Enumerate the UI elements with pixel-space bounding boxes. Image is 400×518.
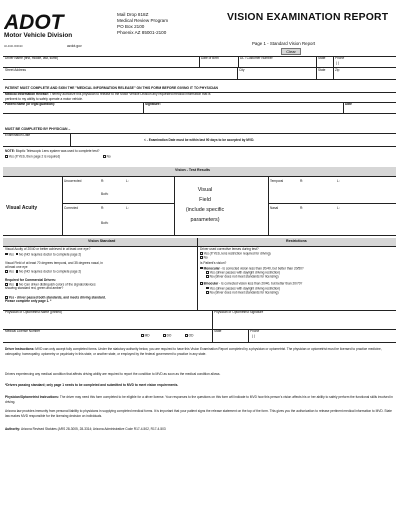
exam-date-note: < - Examination Date must be within last 90 days to be accepted by MVD. [144,138,255,142]
temporal-left-field[interactable]: L: [337,179,340,183]
standards-bar [3,238,396,246]
license-state-field[interactable]: State [214,329,222,333]
address-line: Mail Drop 818Z [117,12,149,17]
pass-label: Yes - driver passed both standards, and meets driving standard. [8,295,106,300]
note-label: NOTE: [5,149,15,153]
mono-no-label: No (driver does not meet standards for licensing) [209,274,279,279]
release-heading: PATIENT MUST COMPLETE AND SIGN THE "MEDICAL INFORMATION RELEASE" ON THIS FORM BEFORE GIVING IT TO PHYSICIAN [5,86,218,90]
divider [268,176,269,235]
vision-type-question: Is Patient's vision? [200,261,227,265]
divider [3,102,396,103]
bioptic-no-option[interactable] [103,155,111,159]
uncorrected-both-field[interactable]: Both: [101,192,109,196]
degree-od-option [185,334,193,338]
restrictions-title: Restrictions [286,239,307,243]
exam-date-field[interactable]: Examination Date [5,133,31,137]
divider [143,102,144,113]
divider [3,310,396,311]
vf-line: Visual [197,187,213,193]
vf-line: Field [199,197,211,203]
page-subtitle: Page 1 - Standard Vision Report [252,41,316,46]
address-line: PO Box 2100 [117,24,145,29]
divider [333,56,334,79]
lenses-yes-label: Yes (If YES, lens restriction required for driving) [203,251,271,256]
driver-name-field[interactable]: Driver Name (first, middle, last, suffix) [5,56,59,60]
acuity-no-checkbox[interactable] [16,253,19,256]
divider [248,329,249,342]
mailing-address [117,12,168,36]
temporal-right-field[interactable]: R: [300,179,304,183]
dl-number-field[interactable]: DL / Customer Number [240,56,273,60]
field-question: Visual Field of at least 70 degrees temporal, and 35 degrees nasal, in [5,261,103,265]
field-no-label: No (NO requires doctor to complete page 2) [19,269,82,274]
release-date-field[interactable]: Date [345,102,352,106]
bioptic-yes-option[interactable] [5,155,60,159]
address-line: Phoenix AZ 85001-2100 [117,30,167,35]
divider [3,146,396,147]
divider [3,329,396,330]
phone-paren: ( ) [336,60,340,65]
mono-no-option [206,275,279,279]
nasal-left-field[interactable]: L: [337,206,340,210]
monocular-checkbox[interactable] [200,267,203,270]
physician-name-field[interactable]: Physician or Optometrist Name (printed) [5,310,62,314]
binocular-checkbox[interactable] [200,282,203,285]
divider [62,176,63,235]
phone-field[interactable]: Phone [335,56,345,60]
uncorrected-right-field[interactable]: R: [101,179,105,183]
bioptic-yes-label: Yes (If YES, then page 2 is required) [8,154,61,159]
lenses-no-checkbox[interactable] [200,256,203,259]
bioptic-yes-checkbox[interactable] [5,155,8,158]
corrected-label: Corrected [64,206,78,210]
visual-acuity-label: Visual Acuity [6,205,38,211]
binocular-label: Binocular [203,281,219,286]
website: azdot.gov [67,44,82,48]
degree-do-option [163,334,171,338]
uncorrected-label: Uncorrected [64,179,82,183]
od-label: OD [188,333,194,338]
lenses-question: Driver used corrective lenses during test? [200,247,259,251]
arizona-law-note: Arizona law provides immunity from personal liability to physicians in supplying completed medical forms. It is important that your patient signs the release statement on the top of the form. This gives you the authorization to release pertinent medical information to MVD. State law makes MVD responsible for the licensing decision on individuals. [5,409,392,418]
passing-note: *Drivers passing standard; only page 1 needs to be completed and submitted to MVD to meet vision requirements. [5,383,179,387]
city-field[interactable]: City [239,68,245,72]
temporal-label: Temporal [270,179,284,183]
physician-phone-field[interactable]: Phone [250,329,260,333]
lenses-no-option [200,256,208,260]
authority-note [5,427,395,432]
nasal-label: Nasal [270,206,279,210]
patient-signature-field[interactable]: Signature: [145,102,161,106]
state-field[interactable]: State [318,56,326,60]
vf-line: parameters) [190,217,220,223]
division-name: Motor Vehicle Division [4,32,73,39]
divider [238,56,239,67]
divider [3,235,396,236]
physician-signature-field[interactable]: Physician or Optometrist Signature [214,310,264,314]
driver-instructions-text: MVD can only accept fully completed forms. Under the statutory authority below, you are required to have this Vision Examination Report completed by a physician or optometrist. The physician or optometrist must be licensed to practice medicine, osteopathy, homeopathy, optometry or psychiatry in this state, or another state, or employed by the federal government to practice in any state. [5,347,382,356]
vf-line: (include specific [185,207,225,213]
acuity-no-label: No (NO requires doctor to complete page 2) [19,251,82,256]
acuity-yes-checkbox[interactable] [5,253,8,256]
field-yes-checkbox[interactable] [5,270,8,273]
divider [62,203,174,204]
divider [237,67,238,79]
condition-note: Drivers experiencing any medical condition that affects driving ability are required to report the condition to MVD as soon as the medical condition allows. [5,372,221,376]
divider [3,342,396,343]
pass-note: Please complete only page 1. * [5,299,52,303]
commercial-heading: Required for Commercial Drivers: [5,278,57,282]
release-text-body: I hereby authorize this physician to release to the Motor Vehicle Division any requested medical information that is [49,92,211,96]
corrected-left-field[interactable]: L: [126,206,129,210]
bino-no-label: No (driver does not meet standards for licensing) [209,290,279,295]
divider [316,56,317,79]
adot-logo-text: ADOT [4,13,64,31]
clear-button[interactable]: Clear [281,48,301,55]
visual-field-label [175,185,235,225]
mono-yes-label: Yes (driver passes with daylight driving restriction) [209,270,281,275]
nasal-right-field[interactable]: R: [300,206,304,210]
commercial-question: showing standard red, green and amber? [5,286,64,290]
vision-standard-title: Vision Standard [88,239,116,243]
commercial-no-label: No Can driver distinguish colors of the signals/devices [19,282,96,287]
commercial-yes-label: Yes [8,282,14,287]
field-question-2: at least one eye [5,265,28,269]
binocular-text: - Is corrected vision less than 20/40, but better than 20/70? [218,281,303,286]
do-checkbox[interactable] [163,334,166,337]
divider [212,310,213,342]
zip-field[interactable]: Zip [335,68,340,72]
street-address-field[interactable]: Street Address [5,68,26,72]
physician-heading: MUST BE COMPLETED BY PHYSICIAN – [5,127,71,131]
note-text: Bioptic Telescopic Lens system was used to complete test? [14,149,100,153]
divider [70,133,71,146]
page-title: VISION EXAMINATION REPORT [227,12,389,23]
release-text-bold: Medical Information Release: [5,92,50,96]
lenses-yes-checkbox[interactable] [200,252,203,255]
release-text-line2: pertinent to my ability to safely operate a motor vehicle. [5,96,83,101]
bino-yes-checkbox[interactable] [206,287,209,290]
divider [199,56,200,67]
bino-no-option [206,291,279,295]
bino-yes-label: Yes (driver passes with daylight driving restriction) [209,285,281,290]
physician-instructions-label: Physician/Optometrist Instructions: [5,395,60,399]
divider [268,203,396,204]
monocular-text: - Is corrected vision less than 20/40, but better than 20/50? [219,265,304,270]
license-number-field[interactable]: Medical License Number [5,329,41,333]
patient-name-field[interactable]: Patient Name (or legal guardian): [5,102,55,106]
bioptic-no-checkbox[interactable] [103,155,106,158]
dob-field[interactable]: Date of Birth [201,56,219,60]
state-field[interactable]: State [318,68,326,72]
bino-no-checkbox[interactable] [206,291,209,294]
od-checkbox[interactable] [185,334,188,337]
divider [197,238,198,310]
address-line: Medical Review Program [117,18,169,23]
driver-instructions-label: Driver Instructions: [5,347,35,351]
adot-logo [4,13,80,31]
md-label: MD [144,333,150,338]
degree-md-option [141,334,150,338]
form-number: 40-4041 R06/20 [4,45,23,48]
do-label: DO [166,333,172,338]
lenses-no-label: No [203,255,208,260]
bioptic-no-label: No [106,154,111,159]
divider [3,113,396,114]
mono-no-checkbox[interactable] [206,275,209,278]
driver-instructions [5,347,395,356]
field-no-checkbox[interactable] [16,270,19,273]
mono-yes-checkbox[interactable] [206,271,209,274]
authority-text: Arizona Revised Statutes (ARS 28-3005, 28-3314; Arizona Administrative Code R17-4-502, R17-4-503 [20,427,166,431]
physician-phone-paren: ( ) [252,334,256,338]
bioptic-note [5,150,99,154]
divider [3,79,396,80]
acuity-question: Visual Acuity of 20/40 or better achieved in at least one eye? [5,247,91,251]
divider [3,133,396,134]
physician-instructions-text: The driver may need this form completed to be eligible for a driver license. Your responses to the questions on this form will indicate to MVD how this person's vision affects his or her ability to safely perform the functional skills involved in driving. [5,395,393,404]
field-options [5,270,81,274]
uncorrected-left-field[interactable]: L: [126,179,129,183]
md-checkbox[interactable] [141,334,144,337]
divider [343,102,344,113]
acuity-options [5,253,81,257]
acuity-yes-label: Yes [8,251,14,256]
lenses-yes-option [200,252,271,256]
physician-instructions [5,395,395,404]
corrected-both-field[interactable]: Both: [101,221,109,225]
authority-label: Authority: [5,427,21,431]
field-yes-label: Yes [8,269,14,274]
corrected-right-field[interactable]: R: [101,206,105,210]
results-title: Vision - Test Results [175,168,211,172]
monocular-label: Monocular [203,265,220,270]
